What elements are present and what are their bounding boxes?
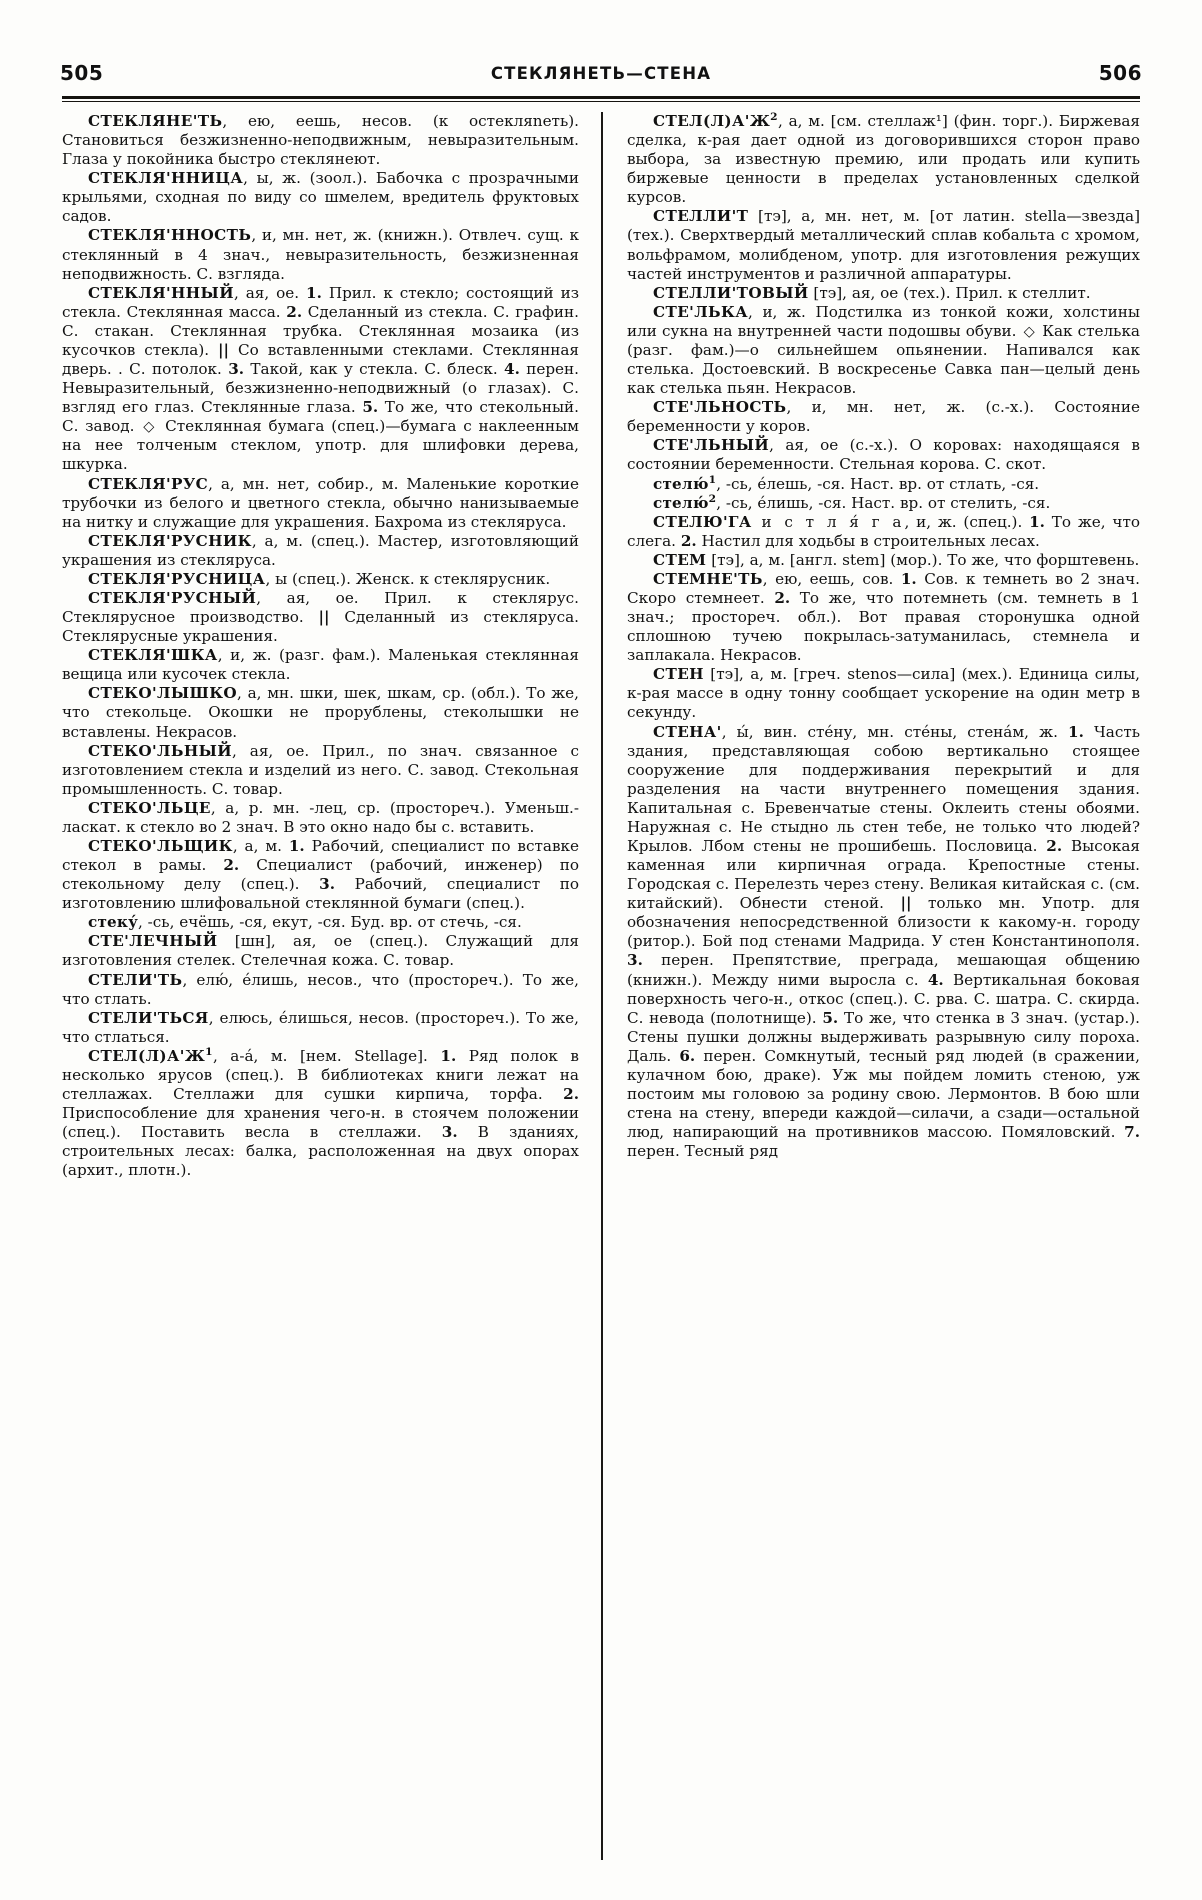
entry-headword: СТЕКЛЯ'ННЫЙ (88, 283, 234, 302)
dictionary-entry (62, 742, 579, 799)
dictionary-entry (62, 226, 579, 283)
entry-body: , а, м. [см. стеллаж¹] (фин. торг.). Биржевая сделка, к-рая дает одной из договорившихся сторон право выбора, за известную премию, или продать или купить биржевые ценности в пределах установленных сделкой курсов. (627, 112, 1140, 207)
entry-headword: стелю́$^2$ (653, 491, 717, 512)
dictionary-entry (627, 303, 1140, 398)
entry-headword: СТЕ'ЛЕЧНЫЙ (88, 932, 218, 951)
dictionary-entry (62, 570, 579, 589)
entry-body: , ы (спец.). Женск. к стеклярусник. (265, 569, 551, 588)
dictionary-entry (627, 570, 1140, 665)
entry-headword: СТЕКО'ЛЬЦЕ (88, 798, 211, 817)
headword-superscript: 2 (770, 109, 778, 123)
dictionary-entry (627, 491, 1140, 513)
entry-body: , ая, ое. 1. Прил. к стекло; состоящий из стекла. Стеклянная масса. 2. Сделанный из стекла. С. графин. С. стакан. Стеклянная трубка. Стеклянная мозаика (из кусочков стекла). || Со вставленными стеклами. Стеклянная дверь. . С. потолок. 3. Такой, как у стекла. С. блеск. 4. перен. Невыразительный, безжизненно-неподвижный (о глазах). С. взгляд его глаз. Стеклянные глаза. 5. То же, что стекольный. С. завод. ◇ Стеклянная бумага (спец.)—бумага с наклеенным на нее толченым стеклом, употр. для шлифовки дерева, шкурка. (62, 283, 580, 474)
dictionary-entry (62, 532, 579, 570)
entry-body: , ая, ое. Прил., по знач. связанное с изготовлением стекла и изделий из него. С. завод. Стекольная промышленность. С. товар. (62, 741, 579, 798)
dictionary-entry (62, 1044, 579, 1181)
entry-headword: стелю́$^1$ (653, 472, 717, 493)
entry-body: , а, мн. шки, шек, шкам, ср. (обл.). То же, что стекольце. Окошки не прорублены, стеколышки не вставлены. Некрасов. (62, 684, 579, 741)
entry-headword: СТЕКЛЯ'ШКА (88, 646, 218, 665)
entry-body: [тэ], ая, ое (тех.). Прил. к стеллит. (808, 283, 1091, 302)
dictionary-entry (62, 799, 579, 837)
dictionary-entry (62, 971, 579, 1009)
entry-headword: СТЕКО'ЛЬЩИК (88, 837, 233, 855)
entry-body: , елю́, е́лишь, несов., что (простореч.). То же, что стлать. (62, 970, 579, 1008)
entry-body: , ы, ж. (зоол.). Бабочка с прозрачными крыльями, сходная по виду со шмелем, вредитель фруктовых садов. (62, 169, 579, 226)
entry-headword: СТЕКЛЯ'РУСНИЦА (88, 569, 266, 588)
entry-headword: СТЕКЛЯ'ННИЦА (88, 169, 244, 188)
entry-headword: СТЕКО'ЛЫШКО (88, 684, 238, 703)
dictionary-entry (627, 207, 1140, 283)
dictionary-entry (62, 684, 579, 741)
entry-body: , ею, еешь, сов. 1. Сов. к темнеть во 2 знач. Скоро стемнеет. 2. То же, что потемнеть (см. темнеть в 1 знач.; простореч. обл.). Вот правая сторонушка одной сплошною тучею покрылась-затуманилась, стемнела и заплакала. Некрасов. (627, 569, 1140, 665)
dictionary-entry (627, 665, 1140, 722)
dictionary-entry (62, 1009, 579, 1047)
entry-body: , и, ж. (разг. фам.). Маленькая стеклянная вещица или кусочек стекла. (62, 646, 579, 684)
dictionary-entry (627, 398, 1140, 436)
entry-body: , -сь, е́лешь, -ся. Наст. вр. от стлать, -ся. (716, 474, 1040, 493)
entry-headword: СТЕ'ЛЬКА (653, 302, 748, 321)
entry-body: , ая, ое. Прил. к стеклярус. Стеклярусное производство. || Сделанный из стекляруса. Стеклярусные украшения. (62, 588, 579, 646)
dictionary-entry (62, 475, 579, 532)
left-column (62, 112, 601, 1860)
dictionary-entry (62, 932, 579, 970)
dictionary-entry (627, 109, 1140, 207)
dictionary-entry (62, 589, 579, 646)
entry-headword: СТЕЛИ'ТЬСЯ (88, 1008, 209, 1027)
entry-headword: СТЕЛИ'ТЬ (88, 970, 183, 989)
entry-body: , а, р. мн. -лец, ср. (простореч.). Уменьш.-ласкат. к стекло во 2 знач. В это окно надо бы с. вставить. (62, 798, 579, 836)
entry-body: , -сь, е́лишь, -ся. Наст. вр. от стелить, -ся. (716, 493, 1051, 512)
entry-headword: СТЕКЛЯ'РУСНИК (88, 531, 252, 550)
entry-headword: СТЕЛЮ'ГА (653, 512, 752, 531)
running-head (60, 58, 1142, 88)
entry-body: [тэ], а, м. [греч. stenos—сила] (мех.). Единица силы, к-рая массе в одну тонну сообщает ускорение на один метр в секунду. (627, 665, 1140, 722)
entry-headword: СТЕКЛЯ'РУСНЫЙ (88, 588, 257, 607)
headword-superscript: 2 (708, 491, 717, 505)
dictionary-entry (62, 284, 579, 475)
entry-body: , а, м. 1. Рабочий, специалист по вставке стекол в рамы. 2. Специалист (рабочий, инженер) по стекольному делу (спец.). 3. Рабочий, специалист по изготовлению шлифовальной стеклянной бумаги (спец.). (62, 837, 579, 913)
folio-left: 505 (60, 61, 104, 85)
headword-variant: и с т л я́ г а (751, 512, 905, 531)
dictionary-entry (62, 913, 579, 932)
entry-body: [шн], ая, ое (спец.). Служащий для изготовления стелек. Стелечная кожа. С. товар. (62, 932, 579, 970)
entry-body: , ая, ое (с.-х.). О коровах: находящаяся в состоянии беременности. Стельная корова. С. скот. (627, 436, 1140, 474)
entry-headword: СТЕКО'ЛЬНЫЙ (88, 741, 232, 760)
entry-headword: СТЕЛЛИ'Т (653, 207, 749, 226)
entry-body: , -сь, ечёшь, -ся, екут, -ся. Буд. вр. от стечь, -ся. (138, 913, 522, 932)
entry-body: , а-á, м. [нем. Stellage]. 1. Ряд полок в несколько ярусов (спец.). В библиотеках книги лежат на стеллажах. Стеллажи для сушки кирпича, торфа. 2. Приспособление для хранения чего-н. в стоячем положении (спец.). Поставить весла в стеллажи. 3. В зданиях, строительных лесах: балка, расположенная на двух опорах (архит., плотн.). (62, 1046, 579, 1180)
entry-body: , и, ж. (спец.). 1. То же, что слега. 2. Настил для ходьбы в строительных лесах. (627, 512, 1140, 550)
column-container (62, 109, 1140, 1860)
entry-body: , ы́, вин. сте́ну, мн. сте́ны, стенáм, ж. 1. Часть здания, представляющая собою вертикально стоящее сооружение для поддерживания перекрытий и для разделения на части внутреннего помещения здания. Капитальная с. Бревенчатые стены. Оклеить стены обоями. Наружная с. Не стыдно ль стен тебе, не только что людей? Крылов. Лбом стены не прошибешь. Пословица. 2. Высокая каменная или кирпичная ограда. Крепостные стены. Городская с. Перелезть через стену. Великая китайская с. (см. китайский). Обнести стеной. || только мн. Употр. для обозначения непосредственной близости к какому-н. городу (ритор.). Бой под стенами Мадрида. У стен Константинополя. 3. перен. Препятствие, преграда, мешающая общению (книжн.). Между ними выросла с. 4. Вертикальная боковая поверхность чего-н., откос (спец.). С. рва. С. шатра. С. скирда. С. невода (полотнище). 5. То же, что стенка в 3 знач. (устар.). Стены пушки должны выдерживать разрывную силу пороха. Даль. 6. перен. Сомкнутый, тесный ряд людей (в сражении, кулачном бою, драке). Уж мы пойдем ломить стеною, уж постоим мы головою за родину свою. Лермонтов. В бою шли стена на стену, впереди каждой—силачи, а сзади—остальной люд, напирающий на противников массою. Помяловский. 7. перен. Тесный ряд (627, 722, 1140, 1161)
entry-headword: СТЕЛЛИ'ТОВЫЙ (653, 283, 809, 302)
rule-thin (62, 101, 1140, 102)
right-column (601, 109, 1140, 1860)
folio-right: 506 (1098, 61, 1142, 85)
entry-body: , елюсь, е́лишься, несов. (простореч.). То же, что стлаться. (62, 1008, 579, 1046)
entry-headword: $СТЕЛ(Л)А'Ж^1$ (88, 1044, 213, 1065)
entry-headword: СТЕМ (653, 550, 707, 569)
entry-headword: СТЕН (653, 665, 704, 684)
entry-headword: СТЕНА' (653, 722, 722, 741)
dictionary-entry (627, 284, 1140, 303)
dictionary-entry (627, 723, 1140, 1162)
entry-body: , а, м. (спец.). Мастер, изготовляющий украшения из стекляруса. (62, 531, 579, 569)
entry-headword: СТЕ'ЛЬНОСТЬ (653, 398, 787, 417)
entry-headword: СТЕ'ЛЬНЫЙ (653, 436, 770, 455)
dictionary-entry (627, 472, 1140, 494)
headword-superscript: 1 (205, 1044, 213, 1058)
header-rule (62, 96, 1140, 102)
entry-headword: СТЕМНЕ'ТЬ (653, 569, 763, 588)
dictionary-entry (627, 436, 1140, 474)
entry-body: , ею, еешь, несов. (к остекляneть). Становиться безжизненно-неподвижным, невыразительным. Глаза у покойника быстро стеклянеют. (62, 112, 579, 169)
dictionary-entry (627, 513, 1140, 551)
entry-headword: СТЕКЛЯНЕ'ТЬ (88, 112, 223, 130)
entry-body: , а, мн. нет, собир., м. Маленькие короткие трубочки из белого и цветного стекла, обычно нанизываемые на нитку и служащие для украшения. Бахрома из стекляруса. (62, 474, 579, 531)
dictionary-entry (627, 551, 1140, 570)
rule-thick (62, 96, 1140, 99)
entry-body: [тэ], а, м. [англ. stem] (мор.). То же, что форштевень. (706, 550, 1140, 569)
entry-body: , и, мн. нет, ж. (книжн.). Отвлеч. сущ. к стеклянный в 4 знач., невыразительность, безжизненная неподвижность. С. взгляда. (62, 226, 579, 283)
entry-body: [тэ], а, мн. нет, м. [от латин. stella—звезда] (тех.). Сверхтвердый металлический сплав кобальта с хромом, вольфрамом, молибденом, употр. для изготовления режущих частей инструментов и различной аппаратуры. (627, 207, 1140, 283)
headword-superscript: 1 (708, 472, 717, 486)
running-head-title: СТЕКЛЯНЕТЬ—СТЕНА (490, 63, 712, 83)
entry-headword: СТЕКЛЯ'ННОСТЬ (88, 226, 252, 245)
entry-body: , и, ж. Подстилка из тонкой кожи, холстины или сукна на внутренней части подошвы обуви. ◇ Как стелька (разг. фам.)—о сильнейшем опьянении. Напивался как стелька. Достоевский. В воскресенье Савка пан—целый день как стелька пьян. Некрасов. (627, 302, 1140, 398)
entry-headword: стеку́ (88, 913, 139, 932)
entry-headword: $СТЕЛ(Л)А'Ж^2$ (653, 109, 778, 130)
dictionary-entry (62, 112, 579, 169)
dictionary-entry (62, 837, 579, 913)
entry-body: , и, мн. нет, ж. (с.-х.). Состояние беременности у коров. (627, 398, 1140, 436)
dictionary-entry (62, 169, 579, 226)
dictionary-entry (62, 646, 579, 684)
entry-headword: СТЕКЛЯ'РУС (88, 474, 209, 493)
